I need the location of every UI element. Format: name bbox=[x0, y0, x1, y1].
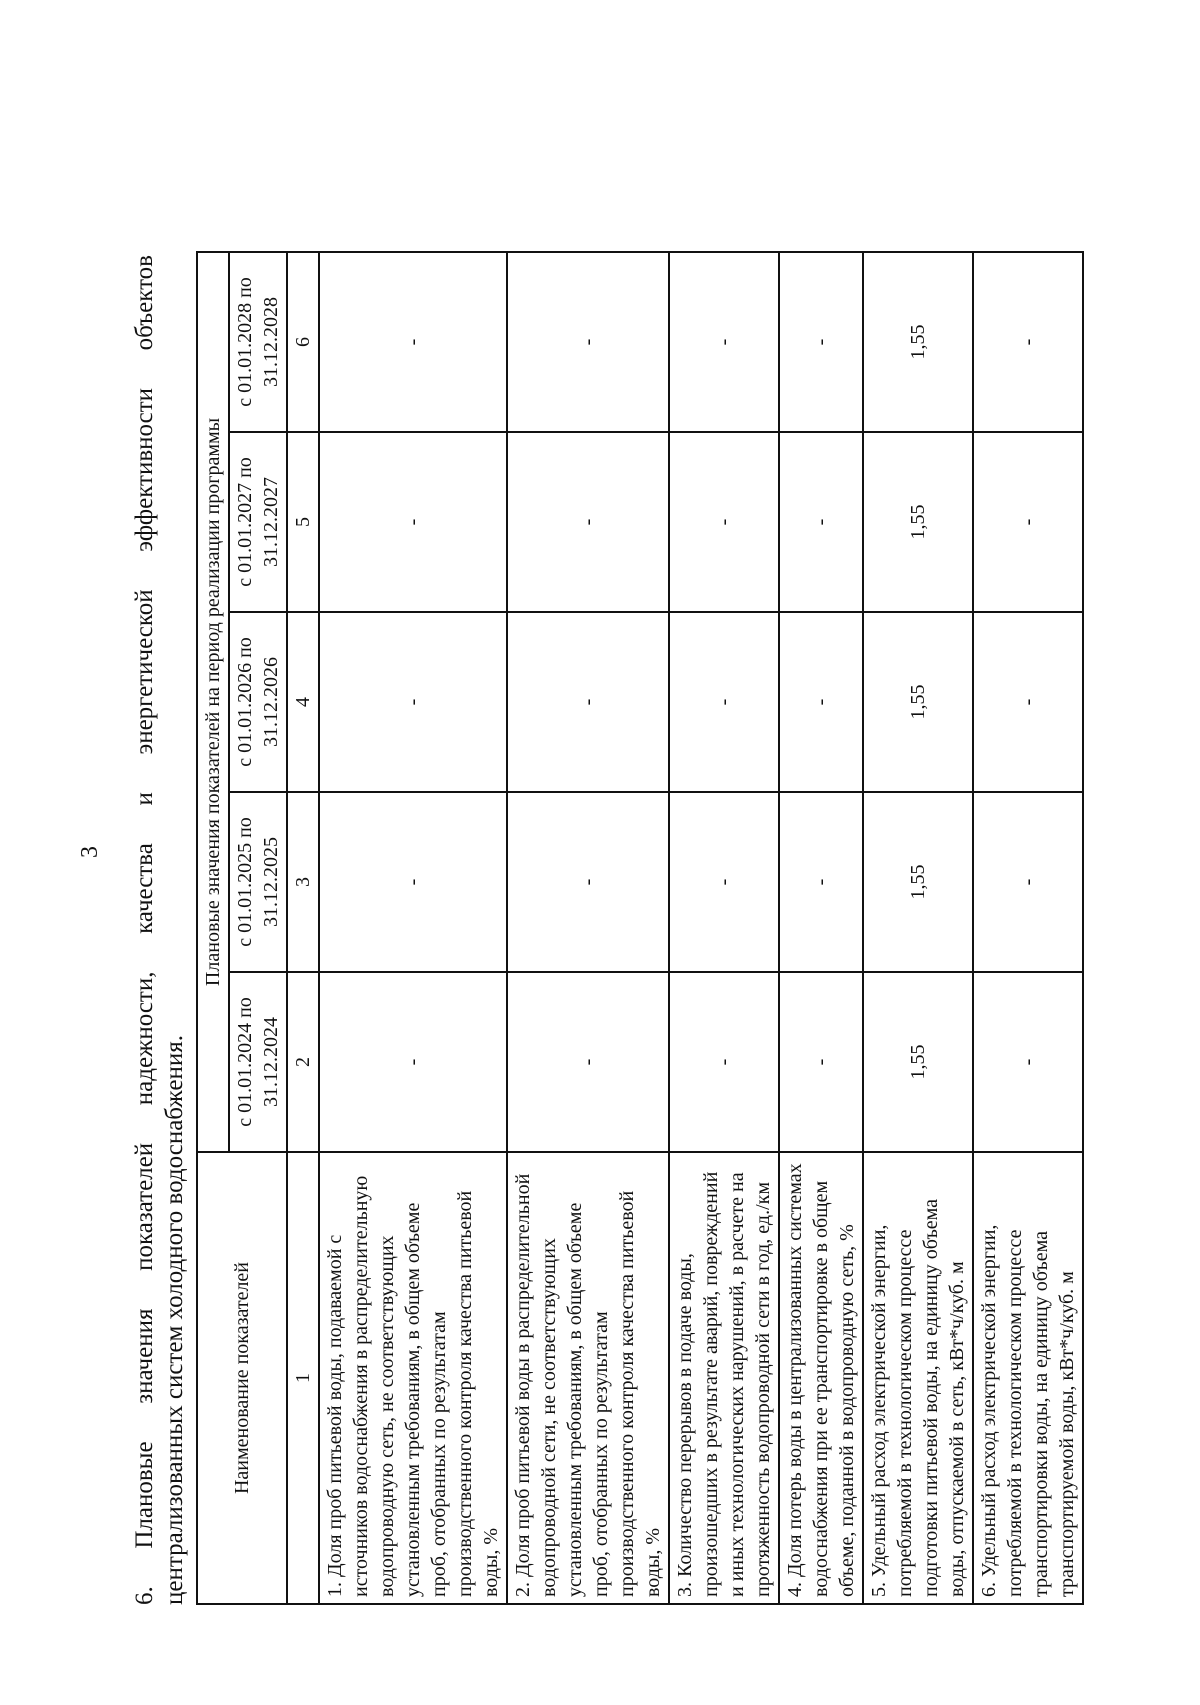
indicator-value: 1,55 bbox=[863, 792, 973, 972]
indicator-name: 2. Доля проб питьевой воды в распределительной водопроводной сети, не соответствующих установленным требованиям, в общем объеме проб, отобранных по результатам производственного контроля качества питьевой воды, % bbox=[507, 1152, 669, 1604]
table-row bbox=[779, 252, 863, 1604]
rotated-page-content bbox=[130, 245, 1200, 1705]
header-row-group bbox=[197, 252, 229, 1604]
table-row bbox=[507, 252, 669, 1604]
indicator-value: 1,55 bbox=[863, 612, 973, 792]
indicator-value: - bbox=[973, 792, 1083, 972]
indicator-value: 1,55 bbox=[863, 252, 973, 432]
column-number: 5 bbox=[287, 432, 319, 612]
indicator-value: - bbox=[507, 792, 669, 972]
indicator-value: - bbox=[507, 432, 669, 612]
indicator-name: 4. Доля потерь воды в централизованных системах водоснабжения при ее транспортировке в общем объеме, поданной в водопроводную сеть, % bbox=[779, 1152, 863, 1604]
period-header: с 01.01.2027 по 31.12.2027 bbox=[229, 432, 287, 612]
indicator-value: - bbox=[779, 432, 863, 612]
table-row bbox=[669, 252, 779, 1604]
indicator-value: - bbox=[669, 972, 779, 1152]
period-header: с 01.01.2025 по 31.12.2025 bbox=[229, 792, 287, 972]
indicator-value: 1,55 bbox=[863, 432, 973, 612]
indicator-value: - bbox=[973, 252, 1083, 432]
indicator-name: 3. Количество перерывов в подаче воды, произошедших в результате аварий, повреждений и иных технологических нарушений, в расчете на протяженность водопроводной сети в год, ед./км bbox=[669, 1152, 779, 1604]
indicator-value: - bbox=[669, 792, 779, 972]
period-header: с 01.01.2028 по 31.12.2028 bbox=[229, 252, 287, 432]
section-title: 6. Плановые значения показателей надежности, качества и энергетической эффективности объектов bbox=[131, 255, 158, 1605]
planned-values-group-header: Плановые значения показателей на период реализации программы bbox=[197, 252, 229, 1152]
indicator-value: - bbox=[973, 432, 1083, 612]
period-header: с 01.01.2024 по 31.12.2024 bbox=[229, 972, 287, 1152]
indicator-value: - bbox=[319, 252, 507, 432]
indicator-value: - bbox=[779, 252, 863, 432]
indicator-value: - bbox=[507, 252, 669, 432]
indicator-value: - bbox=[779, 972, 863, 1152]
indicator-value: - bbox=[669, 612, 779, 792]
indicator-value: - bbox=[779, 612, 863, 792]
name-column-header: Наименование показателей bbox=[197, 1152, 287, 1604]
indicator-value: - bbox=[779, 792, 863, 972]
section-title-continuation: централизованных систем холодного водоснабжения. bbox=[161, 1035, 188, 1605]
table-row bbox=[863, 252, 973, 1604]
indicator-value: - bbox=[507, 612, 669, 792]
indicator-value: 1,55 bbox=[863, 972, 973, 1152]
indicator-value: - bbox=[669, 432, 779, 612]
indicator-value: - bbox=[319, 612, 507, 792]
indicator-name: 6. Удельный расход электрической энергии, потребляемой в технологическом процессе транспортировки воды, на единицу объема транспортируемой воды, кВт*ч/куб. м bbox=[973, 1152, 1083, 1604]
table-row bbox=[973, 252, 1083, 1604]
column-number: 3 bbox=[287, 792, 319, 972]
indicator-value: - bbox=[507, 972, 669, 1152]
indicator-value: - bbox=[669, 252, 779, 432]
indicator-value: - bbox=[973, 612, 1083, 792]
column-number: 4 bbox=[287, 612, 319, 792]
column-number: 6 bbox=[287, 252, 319, 432]
indicator-value: - bbox=[973, 972, 1083, 1152]
indicator-value: - bbox=[319, 432, 507, 612]
table-row bbox=[319, 252, 507, 1604]
indicators-table bbox=[196, 251, 1084, 1605]
column-number: 2 bbox=[287, 972, 319, 1152]
column-number: 1 bbox=[287, 1152, 319, 1604]
indicator-value: - bbox=[319, 972, 507, 1152]
indicator-value: - bbox=[319, 792, 507, 972]
column-number-row bbox=[287, 252, 319, 1604]
indicator-name: 5. Удельный расход электрической энергии, потребляемой в технологическом процессе подготовки питьевой воды, на единицу объема воды, отпускаемой в сеть, кВт*ч/куб. м bbox=[863, 1152, 973, 1604]
page-number: 3 bbox=[77, 846, 103, 858]
indicator-name: 1. Доля проб питьевой воды, подаваемой с источников водоснабжения в распределительную водопроводную сеть, не соответствующих установленным требованиям, в общем объеме проб, отобранных по результатам производственного контроля качества питьевой воды, % bbox=[319, 1152, 507, 1604]
period-header: с 01.01.2026 по 31.12.2026 bbox=[229, 612, 287, 792]
